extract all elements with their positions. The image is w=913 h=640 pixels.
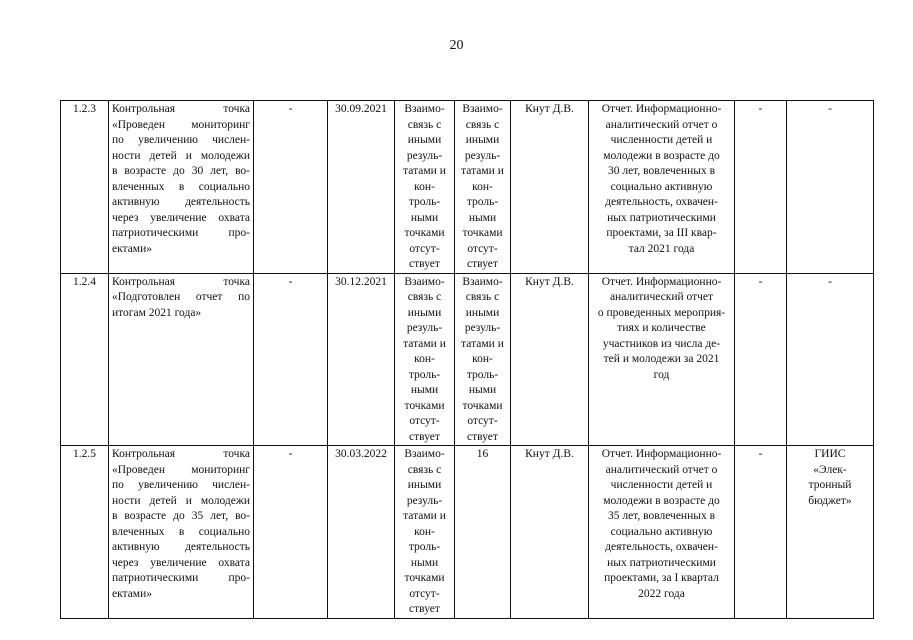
cell-text-line: Отчет. Информационно-	[601, 448, 722, 460]
cell-text-line: татами и	[403, 337, 446, 350]
cell-text-line: ствует	[467, 258, 498, 270]
cell-text-line: по увеличению числен-	[112, 479, 250, 491]
start-date-cell: -	[254, 101, 328, 274]
cell-text-line: иными	[465, 134, 500, 146]
cell-text-line: Взаимо-	[404, 448, 445, 460]
responsible-cell: Кнут Д.В.	[511, 101, 589, 274]
cell-text-line: отсут-	[409, 415, 440, 427]
cell-text-line: тронный	[808, 479, 852, 491]
cell-text-line: Контрольная точка	[112, 448, 250, 460]
cell-text-line: ности детей и молодежи	[112, 494, 250, 507]
cell-text-line: через увеличение охвата	[112, 211, 250, 224]
cell-text-line: деятельность, охвачен-	[605, 541, 718, 553]
control-point-name-cell	[109, 101, 254, 274]
cell-text-line: проектами, за III квар-	[606, 227, 717, 239]
cell-text-line: «Проведен мониторинг	[112, 118, 250, 131]
predecessor-cell	[395, 101, 455, 274]
cell-text-line: «Элек-	[813, 463, 847, 476]
information-system-cell	[787, 101, 874, 274]
responsible-cell: Кнут Д.В.	[511, 446, 589, 619]
cell-text-line: 2022 года	[638, 587, 685, 600]
cell-text-line: в возрасте до 35 лет, во-	[112, 510, 250, 522]
cell-text-line: 16	[476, 448, 489, 460]
cell-text-line: ными	[468, 211, 497, 224]
table-row	[61, 101, 874, 274]
cell-text-line: патриотическими про-	[112, 572, 250, 584]
cell-text-line: татами и	[461, 337, 504, 350]
cell-text-line: влеченных в социально	[112, 525, 250, 538]
start-date-cell: -	[254, 273, 328, 446]
successor-cell	[455, 101, 511, 274]
result-cell	[589, 446, 735, 619]
cell-text-line: ных патриотическими	[607, 556, 716, 569]
cell-text-line: кон-	[472, 180, 493, 193]
successor-cell	[455, 273, 511, 446]
cell-text-line: через увеличение охвата	[112, 556, 250, 569]
cell-text-line: участников из числа де-	[602, 337, 721, 350]
cell-text-line: аналитический отчет о	[605, 118, 718, 131]
cell-text-line: точками	[404, 572, 445, 584]
cell-text-line: иными	[407, 479, 442, 491]
cell-text-line: «Подготовлен отчет по	[112, 291, 250, 303]
table-row	[61, 446, 874, 619]
cell-text-line: иными	[407, 134, 442, 146]
start-date-cell: -	[254, 446, 328, 619]
cell-text-line: 30 лет, вовлеченных в	[607, 165, 716, 177]
cell-text-line: активную деятельность	[112, 541, 250, 553]
cell-text-line: патриотическими про-	[112, 227, 250, 239]
cell-text-line: тал 2021 года	[628, 242, 695, 255]
cell-text-line: -	[828, 275, 832, 288]
cell-text-line: иными	[407, 306, 442, 319]
control-points-table	[60, 100, 874, 619]
cell-text-line: точками	[404, 399, 445, 412]
cell-text-line: кон-	[414, 353, 435, 365]
cell-text-line: Отчет. Информационно-	[601, 103, 722, 115]
cell-text-line: Контрольная точка	[112, 103, 250, 115]
cell-text-line: по увеличению числен-	[112, 134, 250, 146]
cell-text-line: иными	[465, 306, 500, 319]
cell-text-line: социально активную	[610, 180, 713, 193]
cell-text-line: деятельность, охвачен-	[605, 196, 718, 208]
cell-text-line: численности детей и	[610, 479, 713, 491]
predecessor-cell	[395, 273, 455, 446]
cell-text-line: отсут-	[467, 415, 498, 427]
responsible-cell: Кнут Д.В.	[511, 273, 589, 446]
cell-text-line: связь с	[407, 291, 442, 303]
cell-text-line: троль-	[408, 541, 441, 553]
cell-text-line: троль-	[408, 368, 441, 381]
cell-text-line: 35 лет, вовлеченных в	[607, 510, 716, 522]
cell-text-line: ГИИС	[814, 448, 846, 460]
end-date-cell: 30.12.2021	[328, 273, 395, 446]
control-point-name-cell	[109, 446, 254, 619]
cell-text-line: резуль-	[406, 322, 443, 334]
cell-text-line: аналитический отчет о	[605, 463, 718, 476]
cell-text-line: связь с	[407, 463, 442, 476]
cell-text-line: троль-	[408, 196, 441, 208]
cell-text-line: связь с	[407, 118, 442, 131]
row-number-cell: 1.2.3	[61, 101, 109, 274]
cell-text-line: ствует	[409, 430, 440, 443]
cell-text-line: кон-	[414, 180, 435, 193]
successor-cell	[455, 446, 511, 619]
cell-text-line: Отчет. Информационно-	[601, 275, 722, 288]
level-cell: -	[735, 446, 787, 619]
cell-text-line: ствует	[467, 430, 498, 443]
cell-text-line: -	[828, 103, 832, 115]
cell-text-line: аналитический отчет	[609, 291, 714, 303]
cell-text-line: татами и	[461, 165, 504, 177]
cell-text-line: Взаимо-	[462, 275, 503, 288]
cell-text-line: проектами, за I квартал	[604, 572, 719, 584]
cell-text-line: Взаимо-	[462, 103, 503, 115]
cell-text-line: ствует	[409, 258, 440, 270]
cell-text-line: о проведенных мероприя-	[597, 306, 726, 319]
cell-text-line: тиях и количестве	[617, 322, 706, 334]
level-cell: -	[735, 101, 787, 274]
result-cell	[589, 273, 735, 446]
cell-text-line: ными	[468, 384, 497, 396]
cell-text-line: «Проведен мониторинг	[112, 463, 250, 476]
cell-text-line: отсут-	[409, 242, 440, 255]
cell-text-line: Взаимо-	[404, 275, 445, 288]
level-cell: -	[735, 273, 787, 446]
cell-text-line: ствует	[409, 603, 440, 615]
end-date-cell: 30.03.2022	[328, 446, 395, 619]
cell-text-line: молодежи в возрасте до	[603, 494, 720, 507]
cell-text-line: Контрольная точка	[112, 275, 250, 288]
cell-text-line: резуль-	[464, 149, 501, 162]
cell-text-line: троль-	[466, 196, 499, 208]
cell-text-line: ными	[410, 384, 439, 396]
cell-text-line: ными	[410, 211, 439, 224]
cell-text-line: ности детей и молодежи	[112, 149, 250, 162]
cell-text-line: резуль-	[406, 494, 443, 507]
cell-text-line: точками	[404, 227, 445, 239]
page-number: 20	[449, 38, 464, 53]
cell-text-line: связь с	[465, 118, 500, 131]
cell-text-line: кон-	[414, 525, 435, 538]
row-number-cell: 1.2.4	[61, 273, 109, 446]
cell-text-line: точками	[462, 399, 503, 412]
cell-text-line: итогам 2021 года»	[112, 306, 202, 319]
predecessor-cell	[395, 446, 455, 619]
cell-text-line: ектами»	[112, 587, 152, 600]
information-system-cell	[787, 446, 874, 619]
cell-text-line: ными	[410, 556, 439, 569]
cell-text-line: троль-	[466, 368, 499, 381]
cell-text-line: тей и молодежи за 2021	[603, 353, 720, 365]
cell-text-line: социально активную	[610, 525, 713, 538]
cell-text-line: активную деятельность	[112, 196, 250, 208]
cell-text-line: год	[653, 368, 670, 381]
cell-text-line: ектами»	[112, 242, 152, 255]
cell-text-line: ных патриотическими	[607, 211, 716, 224]
cell-text-line: молодежи в возрасте до	[603, 149, 720, 162]
cell-text-line: отсут-	[409, 587, 440, 600]
cell-text-line: Взаимо-	[404, 103, 445, 115]
end-date-cell: 30.09.2021	[328, 101, 395, 274]
row-number-cell: 1.2.5	[61, 446, 109, 619]
cell-text-line: отсут-	[467, 242, 498, 255]
cell-text-line: точками	[462, 227, 503, 239]
result-cell	[589, 101, 735, 274]
table-row	[61, 273, 874, 446]
cell-text-line: татами и	[403, 165, 446, 177]
control-point-name-cell	[109, 273, 254, 446]
cell-text-line: связь с	[465, 291, 500, 303]
cell-text-line: влеченных в социально	[112, 180, 250, 193]
cell-text-line: татами и	[403, 510, 446, 522]
cell-text-line: в возрасте до 30 лет, во-	[112, 165, 250, 177]
information-system-cell	[787, 273, 874, 446]
cell-text-line: численности детей и	[610, 134, 713, 146]
cell-text-line: бюджет»	[808, 494, 852, 507]
cell-text-line: резуль-	[464, 322, 501, 334]
cell-text-line: резуль-	[406, 149, 443, 162]
cell-text-line: кон-	[472, 353, 493, 365]
